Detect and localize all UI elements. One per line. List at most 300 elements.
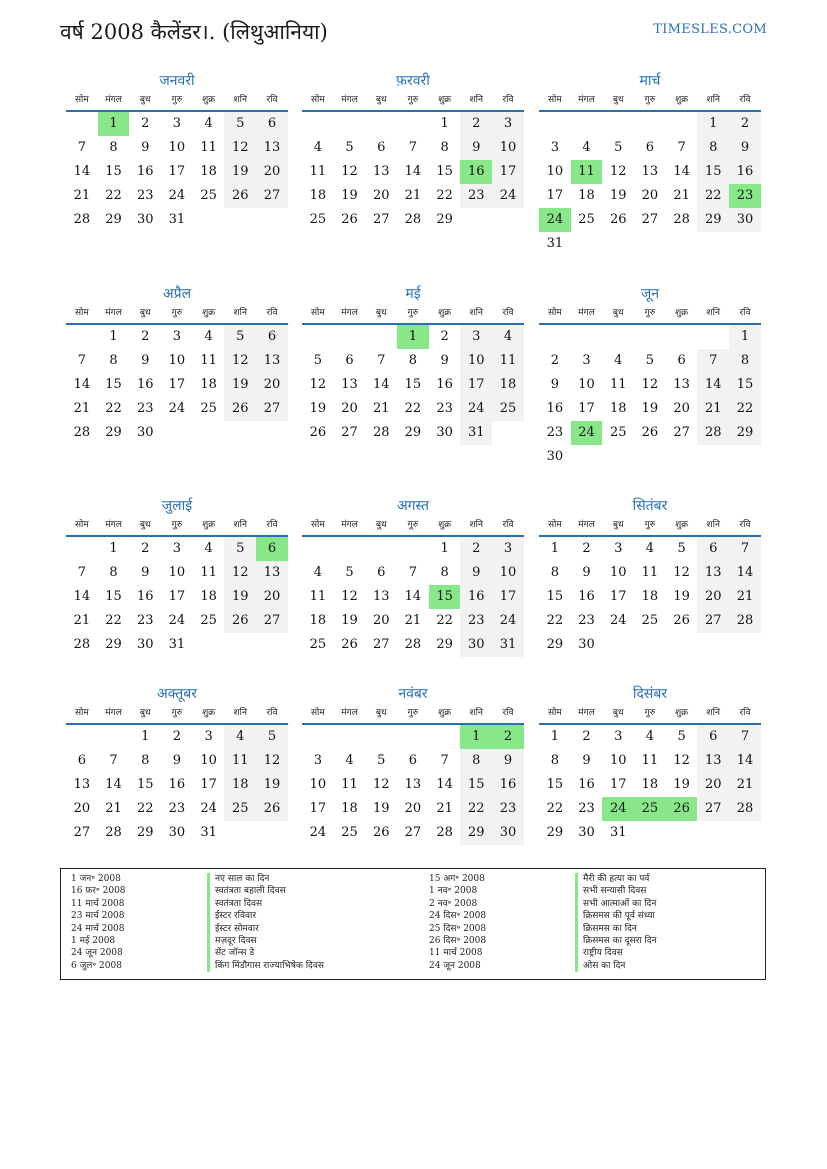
day-cell[interactable]: 28 <box>372 425 390 440</box>
day-cell[interactable]: 3 <box>492 112 524 136</box>
day-cell[interactable]: 25 <box>309 637 327 652</box>
day-cell[interactable]: 4 <box>645 541 655 556</box>
day-cell[interactable]: 17 <box>168 377 186 392</box>
day-cell[interactable]: 20 <box>372 188 390 203</box>
day-cell[interactable]: 6 <box>677 353 686 368</box>
day-cell[interactable]: 3 <box>550 140 559 155</box>
day-cell[interactable]: 9 <box>172 753 182 768</box>
day-cell[interactable]: 25 <box>309 212 327 227</box>
day-cell[interactable]: 6 <box>377 140 386 155</box>
day-cell[interactable]: 25 <box>224 797 256 821</box>
day-cell[interactable]: 19 <box>673 777 690 792</box>
holiday-day-cell[interactable]: 25 <box>634 797 666 821</box>
day-cell[interactable]: 1 <box>109 541 118 556</box>
day-cell[interactable]: 3 <box>172 541 182 556</box>
day-cell[interactable]: 10 <box>168 565 186 580</box>
day-cell[interactable]: 2 <box>460 537 492 561</box>
day-cell[interactable]: 4 <box>582 140 591 155</box>
day-cell[interactable]: 31 <box>460 421 492 445</box>
day-cell[interactable]: 18 <box>224 773 256 797</box>
day-cell[interactable]: 21 <box>73 613 91 628</box>
site-link[interactable]: TIMESLES.COM <box>653 22 767 37</box>
day-cell[interactable]: 6 <box>697 537 729 561</box>
day-cell[interactable]: 10 <box>309 777 327 792</box>
day-cell[interactable]: 4 <box>204 329 213 344</box>
day-cell[interactable]: 31 <box>168 637 186 652</box>
day-cell[interactable]: 29 <box>105 637 122 652</box>
day-cell[interactable]: 7 <box>408 140 418 155</box>
day-cell[interactable]: 11 <box>309 164 327 179</box>
day-cell[interactable]: 19 <box>224 585 256 609</box>
day-cell[interactable]: 26 <box>224 609 256 633</box>
day-cell[interactable]: 12 <box>372 777 390 792</box>
day-cell[interactable]: 30 <box>136 425 154 440</box>
day-cell[interactable]: 17 <box>200 777 217 792</box>
day-cell[interactable]: 13 <box>697 561 729 585</box>
day-cell[interactable]: 12 <box>641 377 659 392</box>
day-cell[interactable]: 13 <box>641 164 659 179</box>
day-cell[interactable]: 28 <box>673 212 690 227</box>
day-cell[interactable]: 6 <box>77 753 86 768</box>
day-cell[interactable]: 27 <box>341 425 358 440</box>
day-cell[interactable]: 18 <box>309 188 327 203</box>
day-cell[interactable]: 16 <box>492 773 524 797</box>
day-cell[interactable]: 27 <box>256 184 288 208</box>
day-cell[interactable]: 24 <box>168 188 186 203</box>
day-cell[interactable]: 14 <box>673 164 690 179</box>
day-cell[interactable]: 16 <box>546 401 564 416</box>
day-cell[interactable]: 9 <box>729 136 761 160</box>
day-cell[interactable]: 5 <box>614 140 623 155</box>
day-cell[interactable]: 9 <box>141 565 150 580</box>
day-cell[interactable]: 14 <box>404 164 422 179</box>
day-cell[interactable]: 18 <box>609 401 627 416</box>
day-cell[interactable]: 3 <box>313 753 322 768</box>
day-cell[interactable]: 21 <box>436 801 453 816</box>
day-cell[interactable]: 27 <box>673 425 690 440</box>
day-cell[interactable]: 21 <box>729 585 761 609</box>
day-cell[interactable]: 25 <box>200 188 217 203</box>
day-cell[interactable]: 10 <box>168 140 186 155</box>
day-cell[interactable]: 24 <box>492 184 524 208</box>
day-cell[interactable]: 19 <box>224 373 256 397</box>
day-cell[interactable]: 10 <box>460 349 492 373</box>
day-cell[interactable]: 29 <box>436 212 453 227</box>
day-cell[interactable]: 19 <box>309 401 327 416</box>
day-cell[interactable]: 10 <box>168 353 186 368</box>
day-cell[interactable]: 25 <box>641 613 659 628</box>
day-cell[interactable]: 5 <box>677 541 686 556</box>
day-cell[interactable]: 22 <box>460 797 492 821</box>
day-cell[interactable]: 26 <box>256 797 288 821</box>
day-cell[interactable]: 9 <box>460 136 492 160</box>
day-cell[interactable]: 31 <box>168 212 186 227</box>
day-cell[interactable]: 11 <box>309 589 327 604</box>
day-cell[interactable]: 15 <box>404 377 422 392</box>
day-cell[interactable]: 16 <box>136 589 154 604</box>
day-cell[interactable]: 13 <box>372 589 390 604</box>
day-cell[interactable]: 10 <box>546 164 564 179</box>
day-cell[interactable]: 14 <box>105 777 122 792</box>
day-cell[interactable]: 13 <box>73 777 91 792</box>
day-cell[interactable]: 26 <box>341 212 358 227</box>
day-cell[interactable]: 19 <box>341 188 358 203</box>
day-cell[interactable]: 23 <box>436 401 453 416</box>
day-cell[interactable]: 17 <box>492 160 524 184</box>
day-cell[interactable]: 14 <box>73 377 91 392</box>
day-cell[interactable]: 15 <box>729 373 761 397</box>
day-cell[interactable]: 5 <box>645 353 655 368</box>
day-cell[interactable]: 9 <box>440 353 449 368</box>
day-cell[interactable]: 22 <box>546 801 564 816</box>
holiday-day-cell[interactable]: 24 <box>602 797 634 821</box>
day-cell[interactable]: 1 <box>109 329 118 344</box>
day-cell[interactable]: 25 <box>492 397 524 421</box>
day-cell[interactable]: 18 <box>578 188 595 203</box>
day-cell[interactable]: 15 <box>436 164 453 179</box>
day-cell[interactable]: 29 <box>460 821 492 845</box>
day-cell[interactable]: 27 <box>256 609 288 633</box>
day-cell[interactable]: 30 <box>492 821 524 845</box>
day-cell[interactable]: 28 <box>697 421 729 445</box>
day-cell[interactable]: 29 <box>105 425 122 440</box>
day-cell[interactable]: 21 <box>404 188 422 203</box>
day-cell[interactable]: 24 <box>609 613 627 628</box>
day-cell[interactable]: 2 <box>550 353 559 368</box>
day-cell[interactable]: 5 <box>345 140 354 155</box>
day-cell[interactable]: 11 <box>200 565 217 580</box>
day-cell[interactable]: 13 <box>673 377 690 392</box>
day-cell[interactable]: 16 <box>729 160 761 184</box>
day-cell[interactable]: 8 <box>550 565 559 580</box>
day-cell[interactable]: 30 <box>546 449 564 464</box>
day-cell[interactable]: 11 <box>641 565 659 580</box>
day-cell[interactable]: 22 <box>404 401 422 416</box>
day-cell[interactable]: 1 <box>729 325 761 349</box>
day-cell[interactable]: 4 <box>204 541 213 556</box>
day-cell[interactable]: 30 <box>729 208 761 232</box>
day-cell[interactable]: 3 <box>204 729 213 744</box>
day-cell[interactable]: 14 <box>73 589 91 604</box>
day-cell[interactable]: 31 <box>492 633 524 657</box>
day-cell[interactable]: 8 <box>109 565 118 580</box>
day-cell[interactable]: 14 <box>729 749 761 773</box>
day-cell[interactable]: 6 <box>697 725 729 749</box>
day-cell[interactable]: 9 <box>141 140 150 155</box>
holiday-day-cell[interactable]: 26 <box>666 797 698 821</box>
day-cell[interactable]: 19 <box>224 160 256 184</box>
holiday-day-cell[interactable]: 15 <box>429 585 461 609</box>
day-cell[interactable]: 19 <box>256 773 288 797</box>
day-cell[interactable]: 11 <box>641 753 659 768</box>
day-cell[interactable]: 16 <box>136 164 154 179</box>
day-cell[interactable]: 20 <box>341 401 358 416</box>
day-cell[interactable]: 24 <box>309 825 327 840</box>
day-cell[interactable]: 7 <box>109 753 118 768</box>
day-cell[interactable]: 11 <box>224 749 256 773</box>
day-cell[interactable]: 17 <box>546 188 564 203</box>
holiday-day-cell[interactable]: 6 <box>256 537 288 561</box>
day-cell[interactable]: 5 <box>224 537 256 561</box>
day-cell[interactable]: 12 <box>309 377 327 392</box>
day-cell[interactable]: 15 <box>105 377 122 392</box>
day-cell[interactable]: 21 <box>105 801 122 816</box>
day-cell[interactable]: 17 <box>609 589 627 604</box>
day-cell[interactable]: 13 <box>697 749 729 773</box>
day-cell[interactable]: 24 <box>492 609 524 633</box>
day-cell[interactable]: 26 <box>224 184 256 208</box>
day-cell[interactable]: 26 <box>309 425 327 440</box>
day-cell[interactable]: 7 <box>77 565 86 580</box>
day-cell[interactable]: 6 <box>256 112 288 136</box>
day-cell[interactable]: 29 <box>136 825 154 840</box>
day-cell[interactable]: 12 <box>341 164 358 179</box>
day-cell[interactable]: 11 <box>341 777 358 792</box>
holiday-day-cell[interactable]: 11 <box>571 160 603 184</box>
day-cell[interactable]: 20 <box>641 188 659 203</box>
day-cell[interactable]: 20 <box>256 373 288 397</box>
day-cell[interactable]: 2 <box>172 729 182 744</box>
day-cell[interactable]: 10 <box>200 753 217 768</box>
day-cell[interactable]: 15 <box>105 589 122 604</box>
day-cell[interactable]: 29 <box>404 425 422 440</box>
day-cell[interactable]: 11 <box>200 140 217 155</box>
day-cell[interactable]: 24 <box>200 801 217 816</box>
day-cell[interactable]: 10 <box>609 565 627 580</box>
day-cell[interactable]: 28 <box>404 212 422 227</box>
day-cell[interactable]: 22 <box>136 801 154 816</box>
day-cell[interactable]: 3 <box>172 116 182 131</box>
day-cell[interactable]: 23 <box>460 609 492 633</box>
day-cell[interactable]: 28 <box>73 637 91 652</box>
day-cell[interactable]: 26 <box>372 825 390 840</box>
day-cell[interactable]: 1 <box>141 729 150 744</box>
day-cell[interactable]: 16 <box>436 377 453 392</box>
day-cell[interactable]: 18 <box>641 589 659 604</box>
day-cell[interactable]: 26 <box>609 212 627 227</box>
day-cell[interactable]: 19 <box>641 401 659 416</box>
holiday-day-cell[interactable]: 16 <box>460 160 492 184</box>
day-cell[interactable]: 19 <box>341 613 358 628</box>
day-cell[interactable]: 10 <box>492 561 524 585</box>
day-cell[interactable]: 14 <box>729 561 761 585</box>
day-cell[interactable]: 12 <box>224 136 256 160</box>
day-cell[interactable]: 7 <box>77 140 86 155</box>
day-cell[interactable]: 25 <box>341 825 358 840</box>
day-cell[interactable]: 22 <box>105 188 122 203</box>
day-cell[interactable]: 29 <box>697 208 729 232</box>
day-cell[interactable]: 29 <box>436 637 453 652</box>
day-cell[interactable]: 5 <box>345 565 354 580</box>
day-cell[interactable]: 16 <box>168 777 186 792</box>
day-cell[interactable]: 10 <box>492 136 524 160</box>
day-cell[interactable]: 6 <box>256 325 288 349</box>
day-cell[interactable]: 20 <box>372 613 390 628</box>
day-cell[interactable]: 7 <box>677 140 686 155</box>
day-cell[interactable]: 17 <box>492 585 524 609</box>
day-cell[interactable]: 22 <box>546 613 564 628</box>
day-cell[interactable]: 21 <box>73 188 91 203</box>
day-cell[interactable]: 30 <box>136 212 154 227</box>
day-cell[interactable]: 9 <box>460 561 492 585</box>
day-cell[interactable]: 24 <box>460 397 492 421</box>
day-cell[interactable]: 26 <box>673 613 690 628</box>
day-cell[interactable]: 6 <box>345 353 354 368</box>
day-cell[interactable]: 27 <box>372 212 390 227</box>
day-cell[interactable]: 18 <box>492 373 524 397</box>
day-cell[interactable]: 8 <box>109 140 118 155</box>
day-cell[interactable]: 13 <box>256 561 288 585</box>
day-cell[interactable]: 5 <box>313 353 322 368</box>
day-cell[interactable]: 21 <box>697 397 729 421</box>
day-cell[interactable]: 30 <box>136 637 154 652</box>
day-cell[interactable]: 3 <box>582 353 591 368</box>
day-cell[interactable]: 23 <box>546 425 564 440</box>
day-cell[interactable]: 17 <box>309 801 327 816</box>
day-cell[interactable]: 30 <box>460 633 492 657</box>
day-cell[interactable]: 9 <box>141 353 150 368</box>
day-cell[interactable]: 17 <box>168 589 186 604</box>
day-cell[interactable]: 22 <box>436 613 453 628</box>
day-cell[interactable]: 23 <box>168 801 186 816</box>
day-cell[interactable]: 30 <box>578 825 595 840</box>
day-cell[interactable]: 4 <box>492 325 524 349</box>
day-cell[interactable]: 8 <box>440 565 449 580</box>
day-cell[interactable]: 20 <box>256 160 288 184</box>
day-cell[interactable]: 14 <box>372 377 390 392</box>
day-cell[interactable]: 15 <box>546 777 564 792</box>
day-cell[interactable]: 3 <box>614 729 623 744</box>
day-cell[interactable]: 5 <box>677 729 686 744</box>
day-cell[interactable]: 7 <box>377 353 386 368</box>
day-cell[interactable]: 21 <box>673 188 690 203</box>
day-cell[interactable]: 17 <box>609 777 627 792</box>
day-cell[interactable]: 13 <box>256 136 288 160</box>
day-cell[interactable]: 23 <box>136 188 154 203</box>
day-cell[interactable]: 15 <box>136 777 154 792</box>
day-cell[interactable]: 8 <box>408 353 418 368</box>
day-cell[interactable]: 12 <box>673 565 690 580</box>
day-cell[interactable]: 9 <box>582 565 591 580</box>
day-cell[interactable]: 21 <box>404 613 422 628</box>
day-cell[interactable]: 12 <box>341 589 358 604</box>
day-cell[interactable]: 2 <box>582 729 591 744</box>
day-cell[interactable]: 5 <box>256 725 288 749</box>
day-cell[interactable]: 27 <box>697 609 729 633</box>
day-cell[interactable]: 13 <box>341 377 358 392</box>
day-cell[interactable]: 6 <box>408 753 418 768</box>
day-cell[interactable]: 4 <box>204 116 213 131</box>
day-cell[interactable]: 16 <box>136 377 154 392</box>
day-cell[interactable]: 20 <box>697 585 729 609</box>
day-cell[interactable]: 2 <box>141 329 150 344</box>
day-cell[interactable]: 18 <box>200 377 217 392</box>
day-cell[interactable]: 27 <box>256 397 288 421</box>
day-cell[interactable]: 24 <box>168 401 186 416</box>
day-cell[interactable]: 14 <box>73 164 91 179</box>
holiday-day-cell[interactable]: 24 <box>571 421 603 445</box>
day-cell[interactable]: 3 <box>492 537 524 561</box>
day-cell[interactable]: 23 <box>578 613 595 628</box>
day-cell[interactable]: 7 <box>729 537 761 561</box>
day-cell[interactable]: 25 <box>200 401 217 416</box>
day-cell[interactable]: 27 <box>641 212 659 227</box>
day-cell[interactable]: 21 <box>372 401 390 416</box>
holiday-day-cell[interactable]: 2 <box>492 725 524 749</box>
day-cell[interactable]: 22 <box>697 184 729 208</box>
day-cell[interactable]: 16 <box>578 777 595 792</box>
day-cell[interactable]: 27 <box>404 825 422 840</box>
day-cell[interactable]: 31 <box>609 825 627 840</box>
day-cell[interactable]: 26 <box>224 397 256 421</box>
day-cell[interactable]: 27 <box>73 825 91 840</box>
day-cell[interactable]: 4 <box>345 753 354 768</box>
day-cell[interactable]: 8 <box>729 349 761 373</box>
day-cell[interactable]: 31 <box>200 825 217 840</box>
day-cell[interactable]: 16 <box>460 585 492 609</box>
day-cell[interactable]: 18 <box>200 164 217 179</box>
holiday-day-cell[interactable]: 23 <box>729 184 761 208</box>
day-cell[interactable]: 29 <box>546 825 564 840</box>
day-cell[interactable]: 2 <box>460 112 492 136</box>
day-cell[interactable]: 17 <box>168 164 186 179</box>
day-cell[interactable]: 26 <box>341 637 358 652</box>
day-cell[interactable]: 17 <box>460 373 492 397</box>
day-cell[interactable]: 28 <box>729 609 761 633</box>
day-cell[interactable]: 28 <box>73 425 91 440</box>
day-cell[interactable]: 13 <box>256 349 288 373</box>
day-cell[interactable]: 30 <box>436 425 453 440</box>
day-cell[interactable]: 26 <box>641 425 659 440</box>
day-cell[interactable]: 2 <box>141 116 150 131</box>
day-cell[interactable]: 22 <box>729 397 761 421</box>
day-cell[interactable]: 2 <box>729 112 761 136</box>
day-cell[interactable]: 11 <box>492 349 524 373</box>
holiday-day-cell[interactable]: 24 <box>539 208 571 232</box>
day-cell[interactable]: 8 <box>440 140 449 155</box>
day-cell[interactable]: 15 <box>697 160 729 184</box>
day-cell[interactable]: 29 <box>729 421 761 445</box>
day-cell[interactable]: 10 <box>609 753 627 768</box>
day-cell[interactable]: 19 <box>372 801 390 816</box>
day-cell[interactable]: 12 <box>224 561 256 585</box>
day-cell[interactable]: 4 <box>313 565 322 580</box>
day-cell[interactable]: 20 <box>404 801 422 816</box>
day-cell[interactable]: 27 <box>697 797 729 821</box>
day-cell[interactable]: 22 <box>105 401 122 416</box>
day-cell[interactable]: 27 <box>372 637 390 652</box>
day-cell[interactable]: 13 <box>372 164 390 179</box>
day-cell[interactable]: 14 <box>436 777 453 792</box>
day-cell[interactable]: 11 <box>609 377 627 392</box>
day-cell[interactable]: 16 <box>578 589 595 604</box>
day-cell[interactable]: 23 <box>136 613 154 628</box>
day-cell[interactable]: 9 <box>582 753 591 768</box>
day-cell[interactable]: 12 <box>256 749 288 773</box>
day-cell[interactable]: 29 <box>105 212 122 227</box>
day-cell[interactable]: 21 <box>73 401 91 416</box>
day-cell[interactable]: 28 <box>436 825 453 840</box>
day-cell[interactable]: 20 <box>73 801 91 816</box>
day-cell[interactable]: 7 <box>697 349 729 373</box>
day-cell[interactable]: 4 <box>645 729 655 744</box>
day-cell[interactable]: 2 <box>440 329 449 344</box>
day-cell[interactable]: 29 <box>546 637 564 652</box>
day-cell[interactable]: 5 <box>224 112 256 136</box>
day-cell[interactable]: 13 <box>404 777 422 792</box>
day-cell[interactable]: 3 <box>172 329 182 344</box>
day-cell[interactable]: 17 <box>578 401 595 416</box>
